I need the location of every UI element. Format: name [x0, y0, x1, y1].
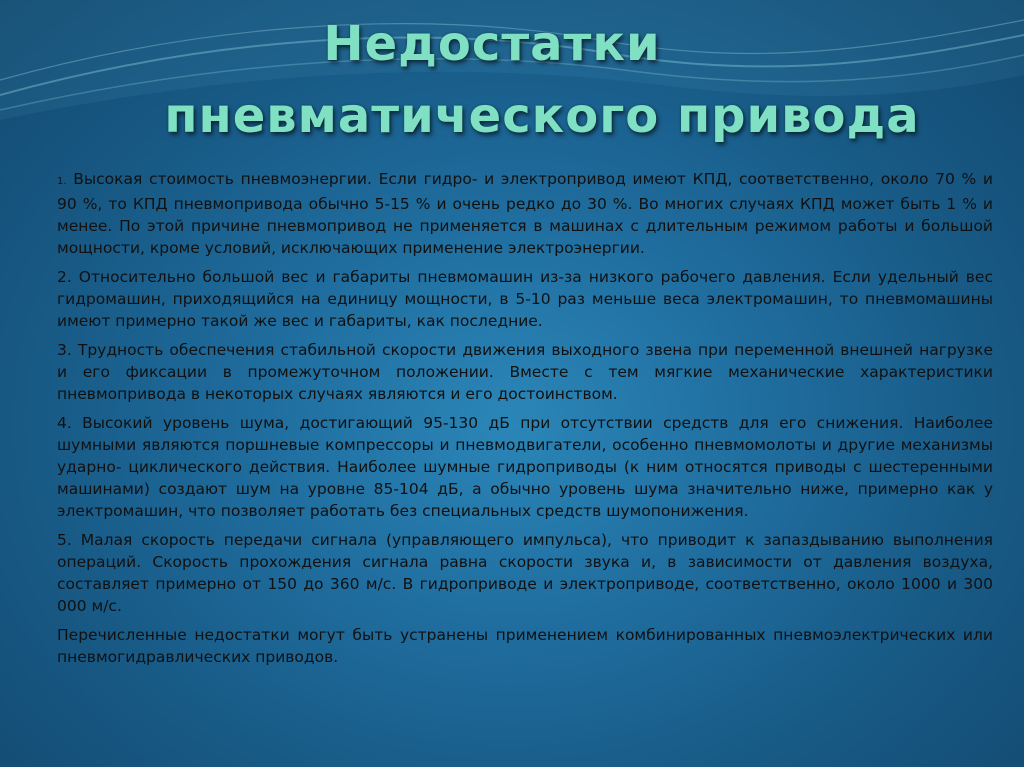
paragraph-text: 3. Трудность обеспечения стабильной скорости движения выходного звена при переменной внешней нагрузке и его фиксации в промежуточном положении. Вместе с тем мягкие механические характеристики пневмопривода в некоторых случаях являются и его достоинством. — [57, 341, 993, 403]
paragraph-conclusion — [57, 624, 993, 668]
paragraph-number: 1. — [57, 176, 67, 187]
paragraph-4 — [57, 412, 993, 522]
paragraph-text: 2. Относительно большой вес и габариты пневмомашин из-за низкого рабочего давления. Если удельный вес гидромашин, приходящийся на единицу мощности, в 5-10 раз меньше веса электромашин, то пневмомашины имеют примерно такой же вес и габариты, как последние. — [57, 268, 993, 330]
title-line-1: Недостатки — [323, 16, 661, 72]
paragraph-1 — [57, 168, 993, 259]
slide-title — [0, 12, 1024, 148]
paragraph-2 — [57, 266, 993, 332]
paragraph-text: 5. Малая скорость передачи сигнала (управляющего импульса), что приводит к запаздыванию выполнения операций. Скорость прохождения сигнала равна скорости звука и, в зависимости от давления воздуха, составляет примерно от 150 до 360 м/с. В гидроприводе и электроприводе, соответственно, около 1000 и 300 000 м/с. — [57, 531, 993, 615]
title-line-2: пневматического привода — [164, 88, 920, 144]
paragraph-text: 4. Высокий уровень шума, достигающий 95-130 дБ при отсутствии средств для его снижения. Наиболее шумными являются поршневые компрессоры и пневмодвигатели, особенно пневмомолоты и другие механизмы ударно- циклического действия. Наиболее шумные гидроприводы (к ним относятся приводы с шестеренными машинами) создают шум на уровне 85-104 дБ, а обычно уровень шума значительно ниже, примерно как у электромашин, что позволяет работать без специальных средств шумопонижения. — [57, 414, 993, 520]
paragraph-5 — [57, 529, 993, 617]
paragraph-text: Высокая стоимость пневмоэнергии. Если гидро- и электропривод имеют КПД, соответственно, около 70 % и 90 %, то КПД пневмопривода обычно 5-15 % и очень редко до 30 %. Во многих случаях КПД может быть 1 % и менее. По этой причине пневмопривод не применяется в машинах с длительным режимом работы и большой мощности, кроме условий, исключающих применение электроэнергии. — [57, 170, 993, 257]
paragraph-3 — [57, 339, 993, 405]
slide-body — [57, 168, 993, 675]
paragraph-text: Перечисленные недостатки могут быть устранены применением комбинированных пневмоэлектрических или пневмогидравлических приводов. — [57, 626, 993, 666]
